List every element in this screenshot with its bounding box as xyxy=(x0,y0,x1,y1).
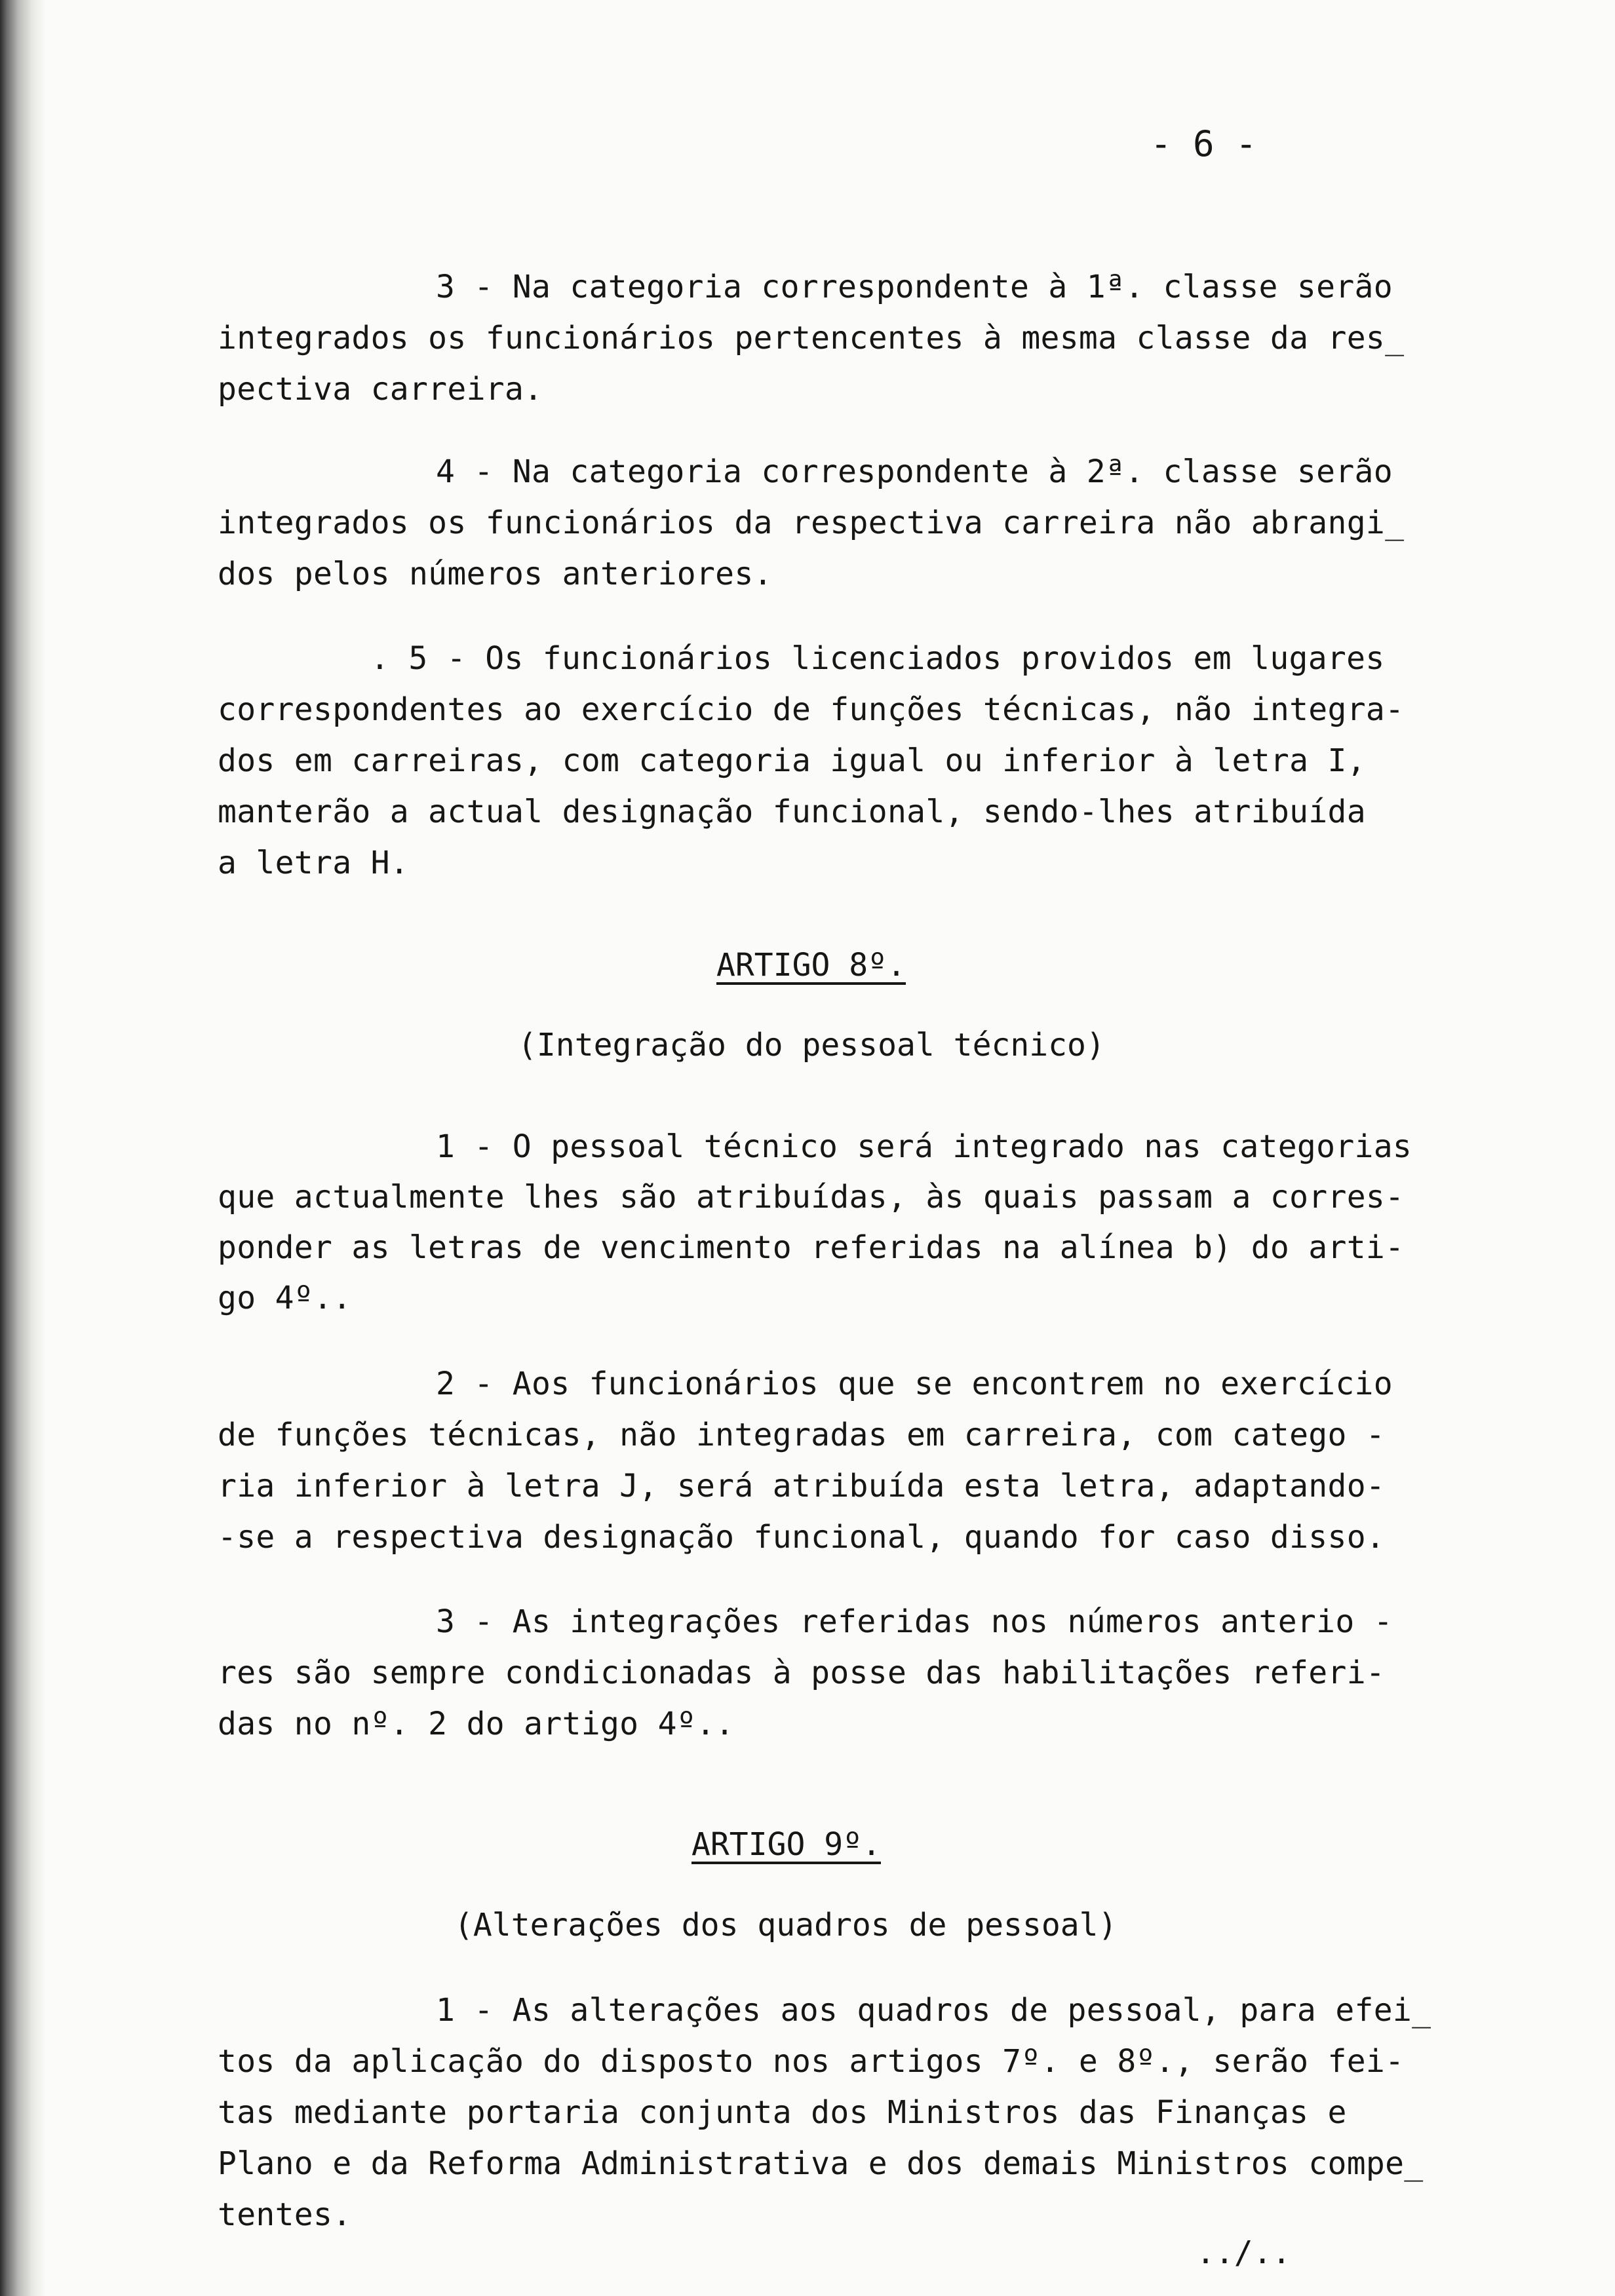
paragraph-line: 3 - Na categoria correspondente à 1ª. classe serão xyxy=(436,269,1393,305)
paragraph-line: tos da aplicação do disposto nos artigos 7º. e 8º., serão fei- xyxy=(218,2043,1405,2080)
paragraph-line: 1 - O pessoal técnico será integrado nas categorias xyxy=(436,1128,1412,1165)
paragraph-line: Plano e da Reforma Administrativa e dos demais Ministros compe_ xyxy=(218,2145,1424,2182)
paragraph-line: a letra H. xyxy=(218,845,409,881)
paragraph-line: go 4º.. xyxy=(218,1280,352,1316)
paragraph-line: de funções técnicas, não integradas em carreira, com catego - xyxy=(218,1417,1386,1453)
paragraph-line: das no nº. 2 do artigo 4º.. xyxy=(218,1706,735,1742)
paragraph-line: manterão a actual designação funcional, sendo-lhes atribuída xyxy=(218,794,1366,830)
paragraph-line: pectiva carreira. xyxy=(218,371,543,408)
paragraph-line: 2 - Aos funcionários que se encontrem no exercício xyxy=(436,1366,1393,1402)
paragraph-line: tas mediante portaria conjunta dos Ministros das Finanças e xyxy=(218,2094,1347,2131)
paragraph-line: dos em carreiras, com categoria igual ou inferior à letra I, xyxy=(218,742,1366,779)
page-number: - 6 - xyxy=(1150,123,1257,164)
paragraph-line: integrados os funcionários pertencentes à mesma classe da res_ xyxy=(218,320,1405,356)
article-9-heading: ARTIGO 9º. xyxy=(691,1826,881,1863)
scan-edge-shadow xyxy=(0,0,46,2296)
paragraph-line: dos pelos números anteriores. xyxy=(218,556,773,592)
paragraph-line: 4 - Na categoria correspondente à 2ª. classe serão xyxy=(436,453,1393,490)
paragraph-line: integrados os funcionários da respectiva carreira não abrangi_ xyxy=(218,505,1405,541)
paragraph-line: res são sempre condicionadas à posse das habilitações referi- xyxy=(218,1655,1386,1691)
paragraph-line: ria inferior à letra J, será atribuída esta letra, adaptando- xyxy=(218,1468,1386,1504)
paragraph-line: 1 - As alterações aos quadros de pessoal, para efei_ xyxy=(436,1992,1431,2029)
paragraph-line: . 5 - Os funcionários licenciados providos em lugares xyxy=(370,640,1385,677)
paragraph-line: correspondentes ao exercício de funções técnicas, não integra- xyxy=(218,691,1405,728)
paragraph-line: ponder as letras de vencimento referidas na alínea b) do arti- xyxy=(218,1229,1405,1266)
continuation-marker: ../.. xyxy=(1196,2234,1291,2271)
paragraph-line: -se a respectiva designação funcional, quando for caso disso. xyxy=(218,1519,1386,1556)
paragraph-line: que actualmente lhes são atribuídas, às quais passam a corres- xyxy=(218,1179,1405,1215)
article-8-heading: ARTIGO 8º. xyxy=(716,947,906,984)
article-8-subtitle: (Integração do pessoal técnico) xyxy=(518,1027,1105,1063)
paragraph-line: tentes. xyxy=(218,2196,352,2233)
paragraph-line: 3 - As integrações referidas nos números anterio - xyxy=(436,1603,1393,1640)
article-9-subtitle: (Alterações dos quadros de pessoal) xyxy=(454,1907,1118,1943)
